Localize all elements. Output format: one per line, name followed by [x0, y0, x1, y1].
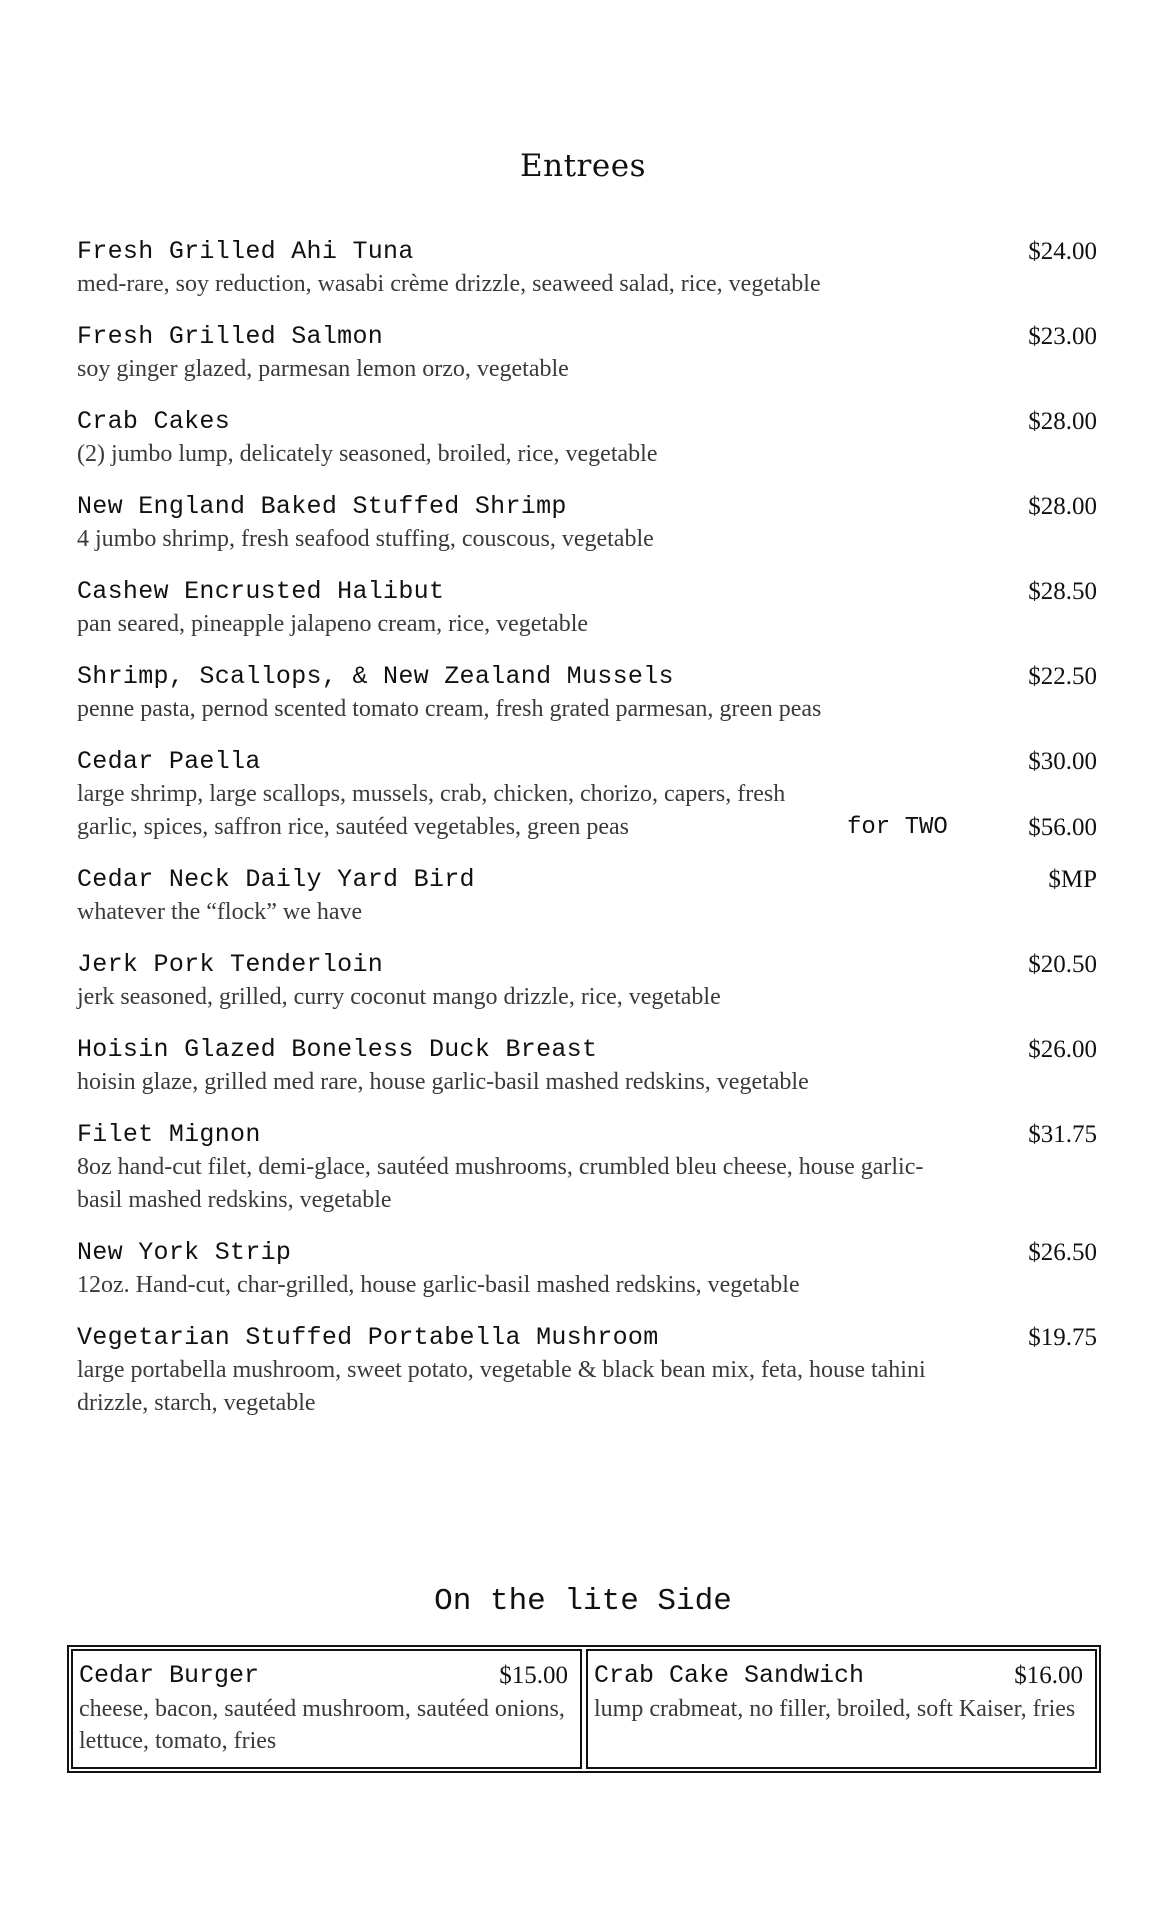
item-description: 8oz hand-cut filet, demi-glace, sautéed mushrooms, crumbled bleu cheese, house garlic-basil mashed redskins, vegetable: [77, 1154, 924, 1213]
item-name: Hoisin Glazed Boneless Duck Breast: [77, 1035, 598, 1064]
menu-item: [77, 405, 1097, 471]
item-name: Fresh Grilled Salmon: [77, 322, 384, 351]
menu-item: [77, 1321, 1097, 1420]
menu-item: [77, 235, 1097, 301]
lite-item-price: $16.00: [1014, 1662, 1083, 1689]
lite-item: [586, 1649, 1097, 1769]
item-price: $30.00: [1028, 748, 1097, 775]
menu-item: [77, 660, 1097, 726]
item-price: $22.50: [1028, 663, 1097, 690]
item-price: $28.00: [1028, 493, 1097, 520]
item-price: $31.75: [1028, 1121, 1097, 1148]
item-description: whatever the “flock” we have: [77, 899, 363, 925]
item-description: jerk seasoned, grilled, curry coconut mango drizzle, rice, vegetable: [77, 984, 721, 1010]
item-description: 4 jumbo shrimp, fresh seafood stuffing, couscous, vegetable: [77, 526, 654, 552]
item-name: New England Baked Stuffed Shrimp: [77, 492, 567, 521]
item-price: $24.00: [1028, 238, 1097, 265]
entrees-list: [77, 235, 1097, 1439]
item-name: Cedar Paella: [77, 747, 261, 776]
lite-item: [71, 1649, 582, 1769]
menu-item: [77, 863, 1097, 929]
menu-item: [77, 1118, 1097, 1217]
item-price: $28.50: [1028, 578, 1097, 605]
menu-item: [77, 1033, 1097, 1099]
item-description: large shrimp, large scallops, mussels, crab, chicken, chorizo, capers, fresh garlic, spices, saffron rice, sautéed vegetables, green peas: [77, 781, 786, 840]
item-name: Cashew Encrusted Halibut: [77, 577, 445, 606]
menu-item: [77, 320, 1097, 386]
item-price: $19.75: [1028, 1324, 1097, 1351]
item-name: New York Strip: [77, 1238, 292, 1267]
item-price: $MP: [1048, 866, 1097, 893]
item-name: Fresh Grilled Ahi Tuna: [77, 237, 414, 266]
item-description: pan seared, pineapple jalapeno cream, rice, vegetable: [77, 611, 589, 637]
item-description: (2) jumbo lump, delicately seasoned, broiled, rice, vegetable: [77, 441, 658, 467]
menu-item: [77, 948, 1097, 1014]
lite-item-description: cheese, bacon, sautéed mushroom, sautéed onions, lettuce, tomato, fries: [79, 1696, 565, 1754]
lite-item-price: $15.00: [499, 1662, 568, 1689]
menu-item: [77, 575, 1097, 641]
item-description: penne pasta, pernod scented tomato cream, fresh grated parmesan, green peas: [77, 696, 822, 722]
item-name: Filet Mignon: [77, 1120, 261, 1149]
item-name: Cedar Neck Daily Yard Bird: [77, 865, 475, 894]
item-description: med-rare, soy reduction, wasabi crème drizzle, seaweed salad, rice, vegetable: [77, 271, 821, 297]
item-description: 12oz. Hand-cut, char-grilled, house garlic-basil mashed redskins, vegetable: [77, 1272, 800, 1298]
item-description: hoisin glaze, grilled med rare, house garlic-basil mashed redskins, vegetable: [77, 1069, 809, 1095]
lite-side-heading: On the lite Side: [434, 1584, 732, 1619]
for-two-price: $56.00: [1028, 814, 1097, 841]
item-price: $23.00: [1028, 323, 1097, 350]
item-price: $26.00: [1028, 1036, 1097, 1063]
lite-item-name: Crab Cake Sandwich: [594, 1661, 865, 1690]
item-price: $20.50: [1028, 951, 1097, 978]
item-description: soy ginger glazed, parmesan lemon orzo, vegetable: [77, 356, 569, 382]
menu-item: [77, 1236, 1097, 1302]
lite-side-box: [67, 1645, 1101, 1773]
for-two-label: for TWO: [847, 814, 948, 841]
item-price: $28.00: [1028, 408, 1097, 435]
menu-item: [77, 745, 1097, 844]
lite-item-name: Cedar Burger: [79, 1661, 260, 1690]
item-description: large portabella mushroom, sweet potato, vegetable & black bean mix, feta, house tahini drizzle, starch, vegetable: [77, 1357, 926, 1416]
item-name: Shrimp, Scallops, & New Zealand Mussels: [77, 662, 674, 691]
lite-item-description: lump crabmeat, no filler, broiled, soft Kaiser, fries: [594, 1696, 1076, 1722]
item-name: Vegetarian Stuffed Portabella Mushroom: [77, 1323, 659, 1352]
entrees-heading: Entrees: [520, 148, 646, 184]
item-price: $26.50: [1028, 1239, 1097, 1266]
item-name: Jerk Pork Tenderloin: [77, 950, 384, 979]
item-name: Crab Cakes: [77, 407, 231, 436]
menu-item: [77, 490, 1097, 556]
